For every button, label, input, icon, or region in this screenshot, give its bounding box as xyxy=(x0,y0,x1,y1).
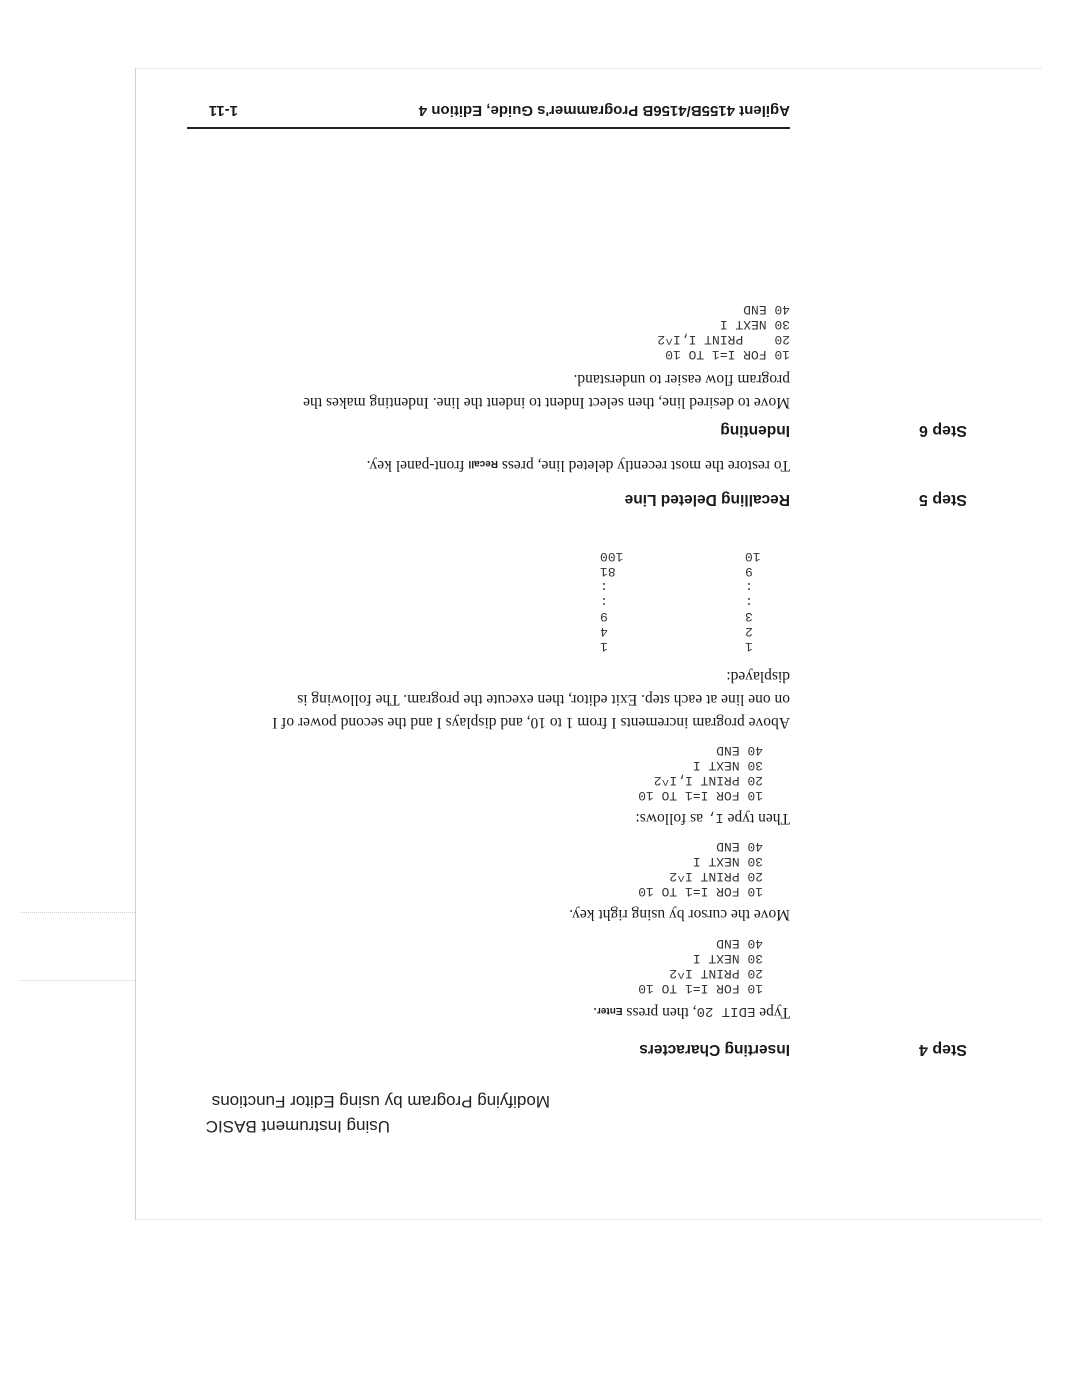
table-cell: 1 xyxy=(600,639,608,654)
table-cell: 3 xyxy=(745,609,753,624)
step6-label: Step 6 xyxy=(918,422,967,439)
inline-code: EDIT 20 xyxy=(696,1003,756,1019)
text: . xyxy=(593,1004,597,1021)
step5-label: Step 5 xyxy=(918,491,967,508)
text: Type xyxy=(755,1004,790,1021)
step4-paragraph-line-3: displayed: xyxy=(726,668,790,685)
page-number: 1-11 xyxy=(208,102,238,119)
text: Then type xyxy=(723,810,790,827)
code-listing-3: 10 FOR I=1 TO 10 20 PRINT I,I^2 30 NEXT I 40 END xyxy=(638,743,763,803)
text: To restore the most recently deleted line, press xyxy=(497,457,790,474)
code-listing-2: 10 FOR I=1 TO 10 20 PRINT I^2 30 NEXT I 40 END xyxy=(638,839,763,899)
table-cell: 9 xyxy=(745,564,753,579)
table-cell: 4 xyxy=(600,624,608,639)
text: as follows: xyxy=(635,810,707,827)
table-cell: 9 xyxy=(600,609,608,624)
footer-title: Agilent 4155B/4156B Programmer's Guide, Edition 4 xyxy=(418,102,790,119)
code-listing-indented: 10 FOR I=1 TO 10 20 PRINT I,I^2 30 NEXT I 40 END xyxy=(657,302,790,362)
footer-rule xyxy=(187,127,790,129)
table-cell: 10 xyxy=(745,549,761,564)
step4-instruction-3 xyxy=(635,807,790,830)
text: front-panel key. xyxy=(366,457,469,474)
step4-instruction-1 xyxy=(593,999,790,1024)
inline-code: I, xyxy=(706,809,724,825)
table-cell: 2 xyxy=(745,624,753,639)
step4-paragraph-line-2: on one line at each step. Exit editor, then execute the program. The following is xyxy=(297,691,790,708)
table-cell: : xyxy=(745,579,753,594)
step4-label: Step 4 xyxy=(918,1041,967,1058)
enter-key-label: Enter xyxy=(596,1005,623,1016)
output-col-i xyxy=(745,549,775,654)
table-cell: 81 xyxy=(600,564,616,579)
step5-instruction xyxy=(367,452,790,477)
step4-paragraph-line-1: Above program increments I from 1 to 10, and displays I and the second power of I xyxy=(272,714,790,731)
recall-key-label: Recall xyxy=(468,458,498,469)
section-heading: Modifying Program by using Editor Functions xyxy=(211,1092,550,1111)
step5-title: Recalling Deleted Line xyxy=(624,491,790,508)
step6-paragraph-line-1: Move to desired line, then select Indent to indent the line. Indenting makes the xyxy=(303,394,790,411)
table-cell: 100 xyxy=(600,549,624,564)
output-col-i-squared xyxy=(600,549,655,654)
step6-paragraph-line-2: program flow easier to understand. xyxy=(573,371,790,388)
step4-instruction-2: Move the cursor by using right key. xyxy=(569,906,790,923)
step4-title: Inserting Characters xyxy=(639,1041,790,1058)
table-cell: : xyxy=(600,579,608,594)
code-listing-1: 10 FOR I=1 TO 10 20 PRINT I^2 30 NEXT I 40 END xyxy=(638,936,763,996)
table-cell: 1 xyxy=(745,639,753,654)
text: , then press xyxy=(622,1004,697,1021)
step6-title: Indenting xyxy=(720,422,790,439)
table-cell: : xyxy=(600,594,608,609)
chapter-heading: Using Instrument BASIC xyxy=(205,1117,390,1136)
table-cell: : xyxy=(745,594,753,609)
